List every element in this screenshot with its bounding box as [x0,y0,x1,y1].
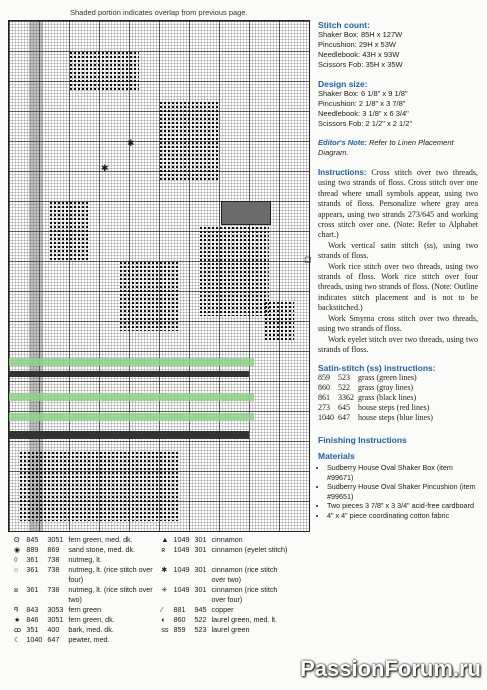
legend-symbol-icon: ◉ [14,545,21,554]
legend-symbol-icon: ○ [14,565,19,574]
legend-symbol-icon: ʘ [14,535,20,544]
legend-row: ◊ 361 738 nutmeg, lt. [14,555,297,565]
editors-note: Editor's Note: Refer to Linen Placement Diagram. [318,138,454,157]
legend-symbol-icon: ∕ [161,605,163,614]
instructions: Instructions: Cross stitch over two threads, using two strands of floss. Cross stitch over one thread where small symbols appear, using two strands of floss. Personalize where gray area appears, using two strands 273/645 and working cross stitch over one. (Note: Refer to Alphabet chart.) [318,168,479,240]
legend-symbol-icon: ss [161,625,169,634]
overlap-note: Shaded portion indicates overlap from previous page. [70,8,248,17]
grass-black-lines [9,371,249,377]
grass-green-lines [9,358,254,366]
finishing-title: Finishing Instructions [318,435,407,446]
satin-table: 859 523 grass (green lines) 860 522 grass (gray lines) 861 3362 grass (black lines) 273 645 house steps (red lines) 1040 647 house steps (blue lines) [318,373,433,423]
legend-row: ◉ 889 869 sand stone, med. dk. ʀ 1049 301 cinnamon (eyelet stitch) [14,545,288,554]
sidebar: Stitch count: Shaker Box: 85H x 127W Pincushion: 29H x 53W Needlebook: 43H x 93W Scissors Fob: 35H x 35W Design size: Shaker Box: 6 1/8" x 9 1/8" Pincushion: 2 1/8" x 3 7/8" Needlebook: 3 1/8" x 6 3/4" Scissors Fob: 2 1/2" x 2 1/2" Editor's Note: Refer to Linen Placement Diagram. Instructions: Cross stitch over two threads, using two strands of floss. Cross stitch over one thread where small symbols appear, using two strands of floss. Personalize where gray area appears, using two strands 273/645 and working cross stitch over one. (Note: Refer to Alphabet chart.) Work vertical satin stitch (ss), using two strands of floss. Work rice stitch over two threads, using two strands of floss. Work rice stitch over four threads, using two strands of floss. (Note: Outline indicates stitch placement and is not to be backstitched.) Work Smyrna cross stitch over two threads, using two strands of floss. Work eyelet stitch over two threads, using two strands of floss. Satin-stitch (ss) instructions: 859 523 grass (green lines) 860 522 grass (gray lines) 861 3362 grass (black lines) 273 645 house steps (red lines) 1040 647 house steps (blue lines) Finishing Instructions Materials • Sudberry House Oval Shaker Box (item #99671) • Sudberry House Oval Shaker Pincushion (item #99651) • Two pieces 3 7/8" x 3 3/4" acid-free cardboard • 4" x 4" piece coordinating cotton fabric [318,20,478,520]
legend-symbol-icon: ꝏ [14,625,22,634]
rice-stitch-icon: ✱ [127,138,135,148]
stitch-count-title: Stitch count: [318,20,370,30]
legend-row: ☾ 1040 647 pewter, med. [14,635,297,645]
cross-stitch-chart: ✱ ✱ ◻ [8,20,310,532]
legend-symbol-icon: ◊ [14,555,18,564]
legend-symbol-icon: ✳ [161,585,168,594]
legend-row: ꟼ 843 3053 fern green ∕ 881 945 copper [14,605,234,614]
legend-symbol-icon: ʀ [161,545,166,554]
color-key [14,535,297,645]
legend-symbol-icon: ꟼ [14,605,19,614]
legend-symbol-icon: ✱ [161,565,168,574]
legend-symbol-icon [161,555,173,565]
legend-row: ꝏ 351 400 bark, med. dk. ss 859 523 laurel green [14,625,250,634]
legend-row: ʘ 845 3051 fern green, med. dk. ▲ 1049 301 cinnamon [14,535,243,544]
personalize-area [221,201,271,225]
legend-symbol-icon: ☾ [14,635,21,644]
satin-title: Satin-stitch (ss) instructions: [318,363,436,374]
materials: Materials • Sudberry House Oval Shaker Box (item #99671) • Sudberry House Oval Shaker Pincushion (item #99651) • Two pieces 3 7/8" x 3 3/4" acid-free cardboard • 4" x 4" piece coordinating cotton fabric [318,451,478,520]
legend-symbol-icon: ▲ [161,535,169,544]
legend-row: ᴚ 361 738 nutmeg, lt. (rice stitch over two) ✳ 1049 301 cinnamon (rice stitch over four) [14,585,278,604]
legend-symbol-icon: ★ [14,615,21,624]
watermark: PassionForum.ru [300,656,481,681]
legend-symbol-icon: ᴚ [14,585,18,594]
legend-symbol-icon [161,635,173,645]
legend-row: ★ 846 3051 fern green, dk. ◐ 860 522 laurel green, med. lt. [14,615,278,624]
legend-symbol-icon: ◐ [161,615,166,624]
design-size-title: Design size: [318,79,368,89]
legend-row: ○ 361 738 nutmeg, lt. (rice stitch over four) ✱ 1049 301 cinnamon (rice stitch over two) [14,565,278,584]
